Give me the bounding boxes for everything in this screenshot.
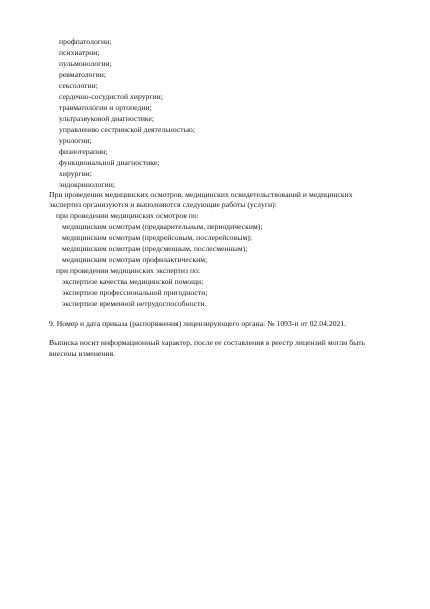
specialty-item: сексологии; (59, 81, 98, 90)
specialty-item: ревматологии; (59, 70, 107, 79)
exam-item: медицинским осмотрам (предсменным, послесменным); (62, 244, 248, 253)
disclaimer-line: внесены изменения. (49, 349, 116, 358)
exams-intro-line: экспертиз организуются и выполняются следующие работы (услуги): (49, 200, 277, 209)
specialty-item: управлению сестринской деятельностью; (59, 125, 196, 134)
disclaimer-line: Выписка носит информационный характер, после ее составления в реестр лицензий могли быть (49, 338, 366, 347)
specialty-item: психиатрии; (59, 48, 100, 57)
specialty-item: пульмонологии; (59, 59, 112, 68)
exam-item: медицинским осмотрам (предварительным, периодическим); (62, 222, 263, 231)
specialty-item: функциональной диагностике; (59, 158, 160, 167)
specialty-item: хирургии; (59, 169, 92, 178)
specialty-item: урологии; (59, 136, 92, 145)
exams-intro-line: При проведении медицинских осмотров, медицинских освидетельствований и медицинских (49, 190, 353, 199)
exams-header: при проведении медицинских осмотров по: (56, 211, 199, 220)
expertise-item: экспертизе качества медицинской помощи; (62, 277, 204, 286)
specialty-item: ультразвуковой диагностике; (59, 114, 155, 123)
specialty-item: физиотерапии; (59, 147, 108, 156)
specialty-item: сердечно-сосудистой хирургии; (59, 92, 163, 101)
expertise-item: экспертизе временной нетрудоспособности. (62, 299, 207, 308)
specialty-item: эндокринологии; (59, 180, 115, 189)
specialty-item: профпатологии; (59, 37, 112, 46)
expertise-item: экспертизе профессиональной пригодности; (62, 288, 208, 297)
exam-item: медицинским осмотрам (предрейсовым, послерейсовым); (62, 233, 253, 242)
expertise-header: при проведении медицинских экспертиз по: (56, 266, 201, 275)
exam-item: медицинским осмотрам профилактическим; (62, 255, 208, 264)
specialty-item: травматологии и ортопедии; (59, 103, 152, 112)
order-line: 9. Номер и дата приказа (распоряжения) лицензирующего органа: № 1093-п от 02.04.2021. (49, 319, 347, 328)
